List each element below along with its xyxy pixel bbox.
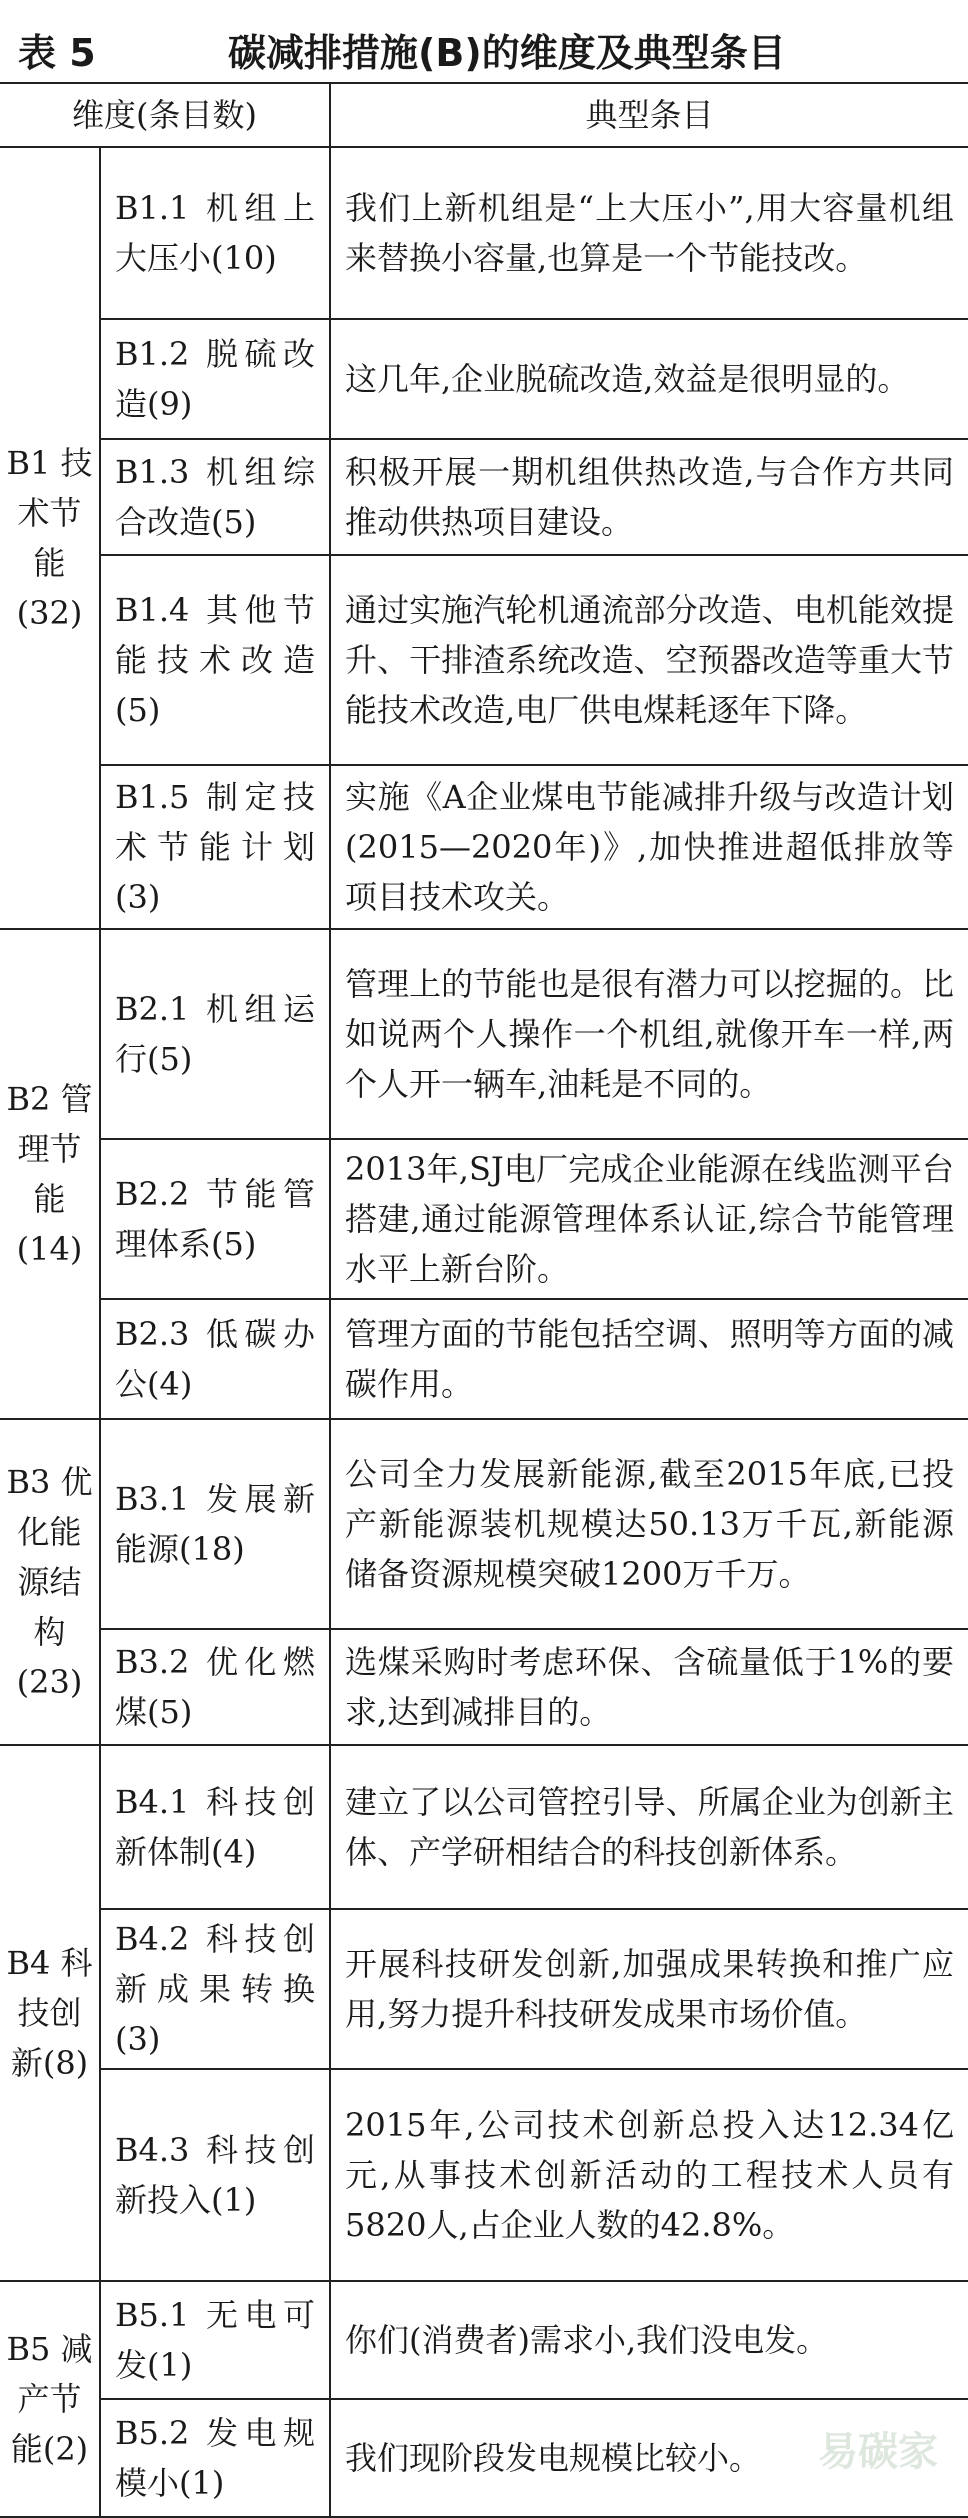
example-cell: 公司全力发展新能源,截至2015年底,已投产新能源装机规模达50.13万千瓦,新能源储备资源规模突破1200万千万。 — [330, 1419, 968, 1629]
table-row — [0, 439, 968, 555]
table-row — [0, 929, 968, 1139]
dimension-cell: B3 优化能源结构(23) — [0, 1419, 100, 1745]
table-row — [0, 1909, 968, 2069]
example-cell: 实施《A企业煤电节能减排升级与改造计划(2015—2020年)》,加快推进超低排放等项目技术攻关。 — [330, 765, 968, 929]
dimension-cell: B5 减产节能(2) — [0, 2281, 100, 2517]
dimension-cell: B4 科技创新(8) — [0, 1745, 100, 2281]
item-cell: B2.1 机组运行(5) — [100, 929, 330, 1139]
item-cell: B1.5 制定技术节能计划(3) — [100, 765, 330, 929]
item-cell: B2.2 节能管理体系(5) — [100, 1139, 330, 1299]
example-cell: 选煤采购时考虑环保、含硫量低于1%的要求,达到减排目的。 — [330, 1629, 968, 1745]
table-row — [0, 555, 968, 765]
item-cell: B3.2 优化燃煤(5) — [100, 1629, 330, 1745]
example-cell: 管理上的节能也是很有潜力可以挖掘的。比如说两个人操作一个机组,就像开车一样,两个人开一辆车,油耗是不同的。 — [330, 929, 968, 1139]
table-row — [0, 1299, 968, 1419]
header-dimension: 维度(条目数) — [0, 83, 330, 147]
example-cell: 我们上新机组是“上大压小”,用大容量机组来替换小容量,也算是一个节能技改。 — [330, 147, 968, 319]
table-row — [0, 1629, 968, 1745]
example-cell: 积极开展一期机组供热改造,与合作方共同推动供热项目建设。 — [330, 439, 968, 555]
example-cell: 开展科技研发创新,加强成果转换和推广应用,努力提升科技研发成果市场价值。 — [330, 1909, 968, 2069]
measures-table — [0, 82, 968, 2518]
item-cell: B1.2 脱硫改造(9) — [100, 319, 330, 439]
item-cell: B2.3 低碳办公(4) — [100, 1299, 330, 1419]
dimension-cell: B1 技术节能(32) — [0, 147, 100, 929]
example-cell: 2015年,公司技术创新总投入达12.34亿元,从事技术创新活动的工程技术人员有5820人,占企业人数的42.8%。 — [330, 2069, 968, 2281]
table-row — [0, 1419, 968, 1629]
item-cell: B1.3 机组综合改造(5) — [100, 439, 330, 555]
item-cell: B1.4 其他节能技术改造(5) — [100, 555, 330, 765]
item-cell: B4.3 科技创新投入(1) — [100, 2069, 330, 2281]
dimension-cell: B2 管理节能(14) — [0, 929, 100, 1419]
table-row — [0, 2281, 968, 2399]
example-cell: 建立了以公司管控引导、所属企业为创新主体、产学研相结合的科技创新体系。 — [330, 1745, 968, 1909]
item-cell: B4.2 科技创新成果转换(3) — [100, 1909, 330, 2069]
table-row — [0, 765, 968, 929]
table-row — [0, 1139, 968, 1299]
item-cell: B5.1 无电可发(1) — [100, 2281, 330, 2399]
example-cell: 这几年,企业脱硫改造,效益是很明显的。 — [330, 319, 968, 439]
table-row — [0, 1745, 968, 1909]
table-row — [0, 2069, 968, 2281]
table-caption — [0, 0, 968, 82]
example-cell: 你们(消费者)需求小,我们没电发。 — [330, 2281, 968, 2399]
header-row — [0, 83, 968, 147]
item-cell: B4.1 科技创新体制(4) — [100, 1745, 330, 1909]
item-cell: B3.1 发展新能源(18) — [100, 1419, 330, 1629]
example-cell: 管理方面的节能包括空调、照明等方面的减碳作用。 — [330, 1299, 968, 1419]
item-cell: B1.1 机组上大压小(10) — [100, 147, 330, 319]
header-example: 典型条目 — [330, 83, 968, 147]
table-row — [0, 147, 968, 319]
table-title: 碳减排措施(B)的维度及典型条目 — [228, 31, 786, 75]
example-cell: 我们现阶段发电规模比较小。 — [330, 2399, 968, 2517]
table-row — [0, 319, 968, 439]
example-cell: 2013年,SJ电厂完成企业能源在线监测平台搭建,通过能源管理体系认证,综合节能管理水平上新台阶。 — [330, 1139, 968, 1299]
site-watermark: 易碳家 — [818, 2429, 938, 2475]
item-cell: B5.2 发电规模小(1) — [100, 2399, 330, 2517]
table-number: 表 5 — [18, 31, 96, 75]
example-cell: 通过实施汽轮机通流部分改造、电机能效提升、干排渣系统改造、空预器改造等重大节能技术改造,电厂供电煤耗逐年下降。 — [330, 555, 968, 765]
